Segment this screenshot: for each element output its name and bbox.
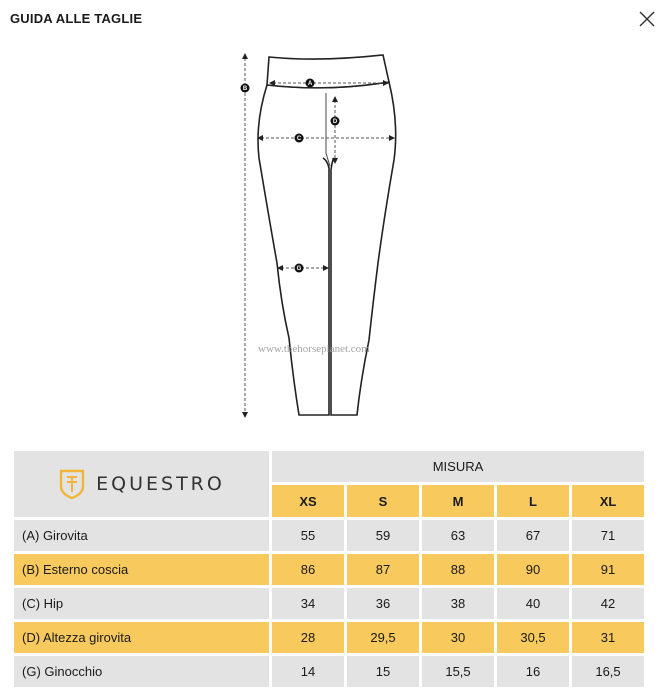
marker-a-label: A bbox=[307, 81, 313, 88]
table-cell: 30 bbox=[422, 622, 494, 653]
leggings-diagram bbox=[233, 48, 413, 420]
size-s: S bbox=[347, 485, 419, 517]
table-cell: 90 bbox=[497, 554, 569, 585]
row-label: (B) Esterno coscia bbox=[14, 554, 269, 585]
table-cell: 71 bbox=[572, 520, 644, 551]
table-cell: 87 bbox=[347, 554, 419, 585]
table-cell: 30,5 bbox=[497, 622, 569, 653]
table-row bbox=[14, 554, 644, 585]
table-cell: 67 bbox=[497, 520, 569, 551]
table-cell: 42 bbox=[572, 588, 644, 619]
table-row bbox=[14, 520, 644, 551]
page-title: GUIDA ALLE TAGLIE bbox=[10, 11, 143, 26]
close-icon[interactable] bbox=[638, 10, 656, 28]
marker-c-label: C bbox=[296, 136, 302, 143]
table-cell: 38 bbox=[422, 588, 494, 619]
table-cell: 59 bbox=[347, 520, 419, 551]
row-label: (C) Hip bbox=[14, 588, 269, 619]
brand-name: EQUESTRO bbox=[96, 473, 225, 495]
size-xl: XL bbox=[572, 485, 644, 517]
table-cell: 34 bbox=[272, 588, 344, 619]
table-cell: 31 bbox=[572, 622, 644, 653]
table-row bbox=[14, 656, 644, 687]
table-cell: 86 bbox=[272, 554, 344, 585]
brand-cell bbox=[14, 451, 269, 517]
row-label: (D) Altezza girovita bbox=[14, 622, 269, 653]
marker-g-label: G bbox=[296, 266, 302, 273]
table-cell: 36 bbox=[347, 588, 419, 619]
table-cell: 63 bbox=[422, 520, 494, 551]
row-label: (G) Ginocchio bbox=[14, 656, 269, 687]
shield-logo-icon bbox=[58, 468, 86, 500]
marker-d-label: D bbox=[332, 119, 338, 126]
table-cell: 88 bbox=[422, 554, 494, 585]
size-l: L bbox=[497, 485, 569, 517]
table-cell: 15 bbox=[347, 656, 419, 687]
table-cell: 14 bbox=[272, 656, 344, 687]
size-m: M bbox=[422, 485, 494, 517]
table-header-misura: MISURA bbox=[272, 451, 644, 482]
table-cell: 16,5 bbox=[572, 656, 644, 687]
table-row bbox=[14, 588, 644, 619]
watermark: www.thehorseplanet.com bbox=[258, 343, 370, 355]
table-cell: 15,5 bbox=[422, 656, 494, 687]
table-cell: 40 bbox=[497, 588, 569, 619]
marker-b-label: B bbox=[242, 86, 248, 93]
table-cell: 91 bbox=[572, 554, 644, 585]
size-table bbox=[11, 448, 647, 690]
size-xs: XS bbox=[272, 485, 344, 517]
row-label: (A) Girovita bbox=[14, 520, 269, 551]
table-cell: 28 bbox=[272, 622, 344, 653]
table-row bbox=[14, 622, 644, 653]
table-cell: 16 bbox=[497, 656, 569, 687]
table-cell: 55 bbox=[272, 520, 344, 551]
table-cell: 29,5 bbox=[347, 622, 419, 653]
